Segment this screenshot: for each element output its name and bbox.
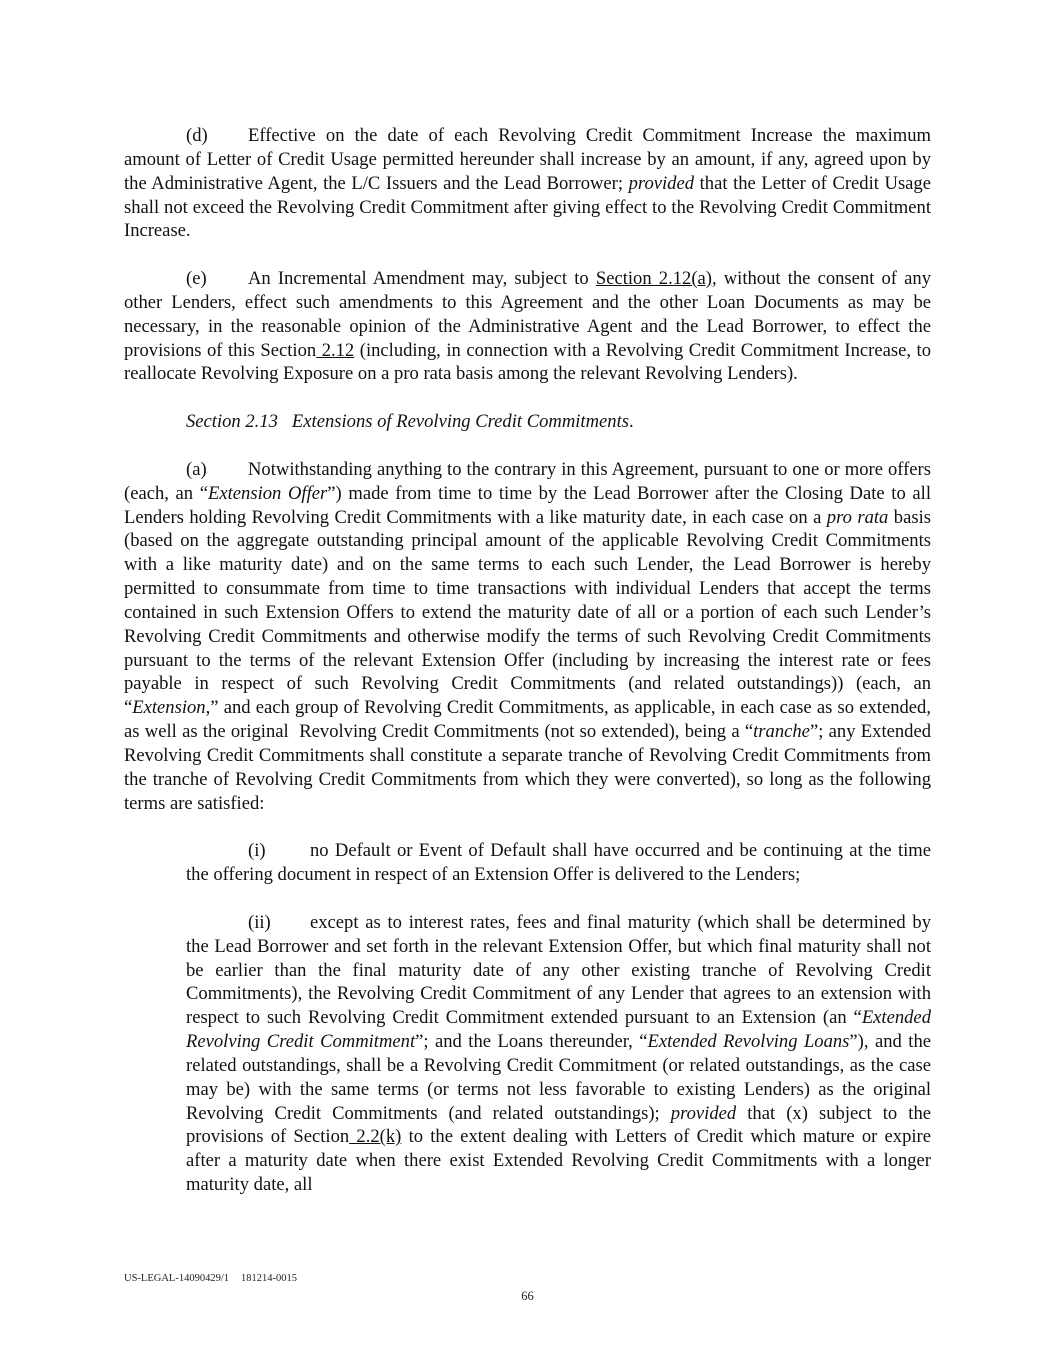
document-footer-id [124,1273,297,1284]
doc-id: US-LEGAL-14090429/1 [124,1273,229,1284]
defined-term: Extended Revolving Loans [647,1031,850,1053]
section-reference-link[interactable]: Section 2.12(a) [595,268,712,290]
paragraph-e: (e) An Incremental Amendment may, subject to Section 2.12(a), without the consent of any other Lenders, effect such amendments to this Agreement and the other Loan Documents as may be necessary, in the reasonable opinion of the Administrative Agent and the Lead Borrower, to effect the provisions of this Section 2.12 (including, in connection with a Revolving Credit Commitment Increase, to reallocate Revolving Exposure on a pro rata basis among the relevant Revolving Lenders). [124,268,931,385]
section-number: Section 2.13 [186,411,278,433]
defined-term: Extended Revolving Credit Commitment [186,1007,931,1053]
matter-id: 181214-0015 [241,1273,297,1284]
paragraph-label: (e) [186,268,207,290]
clause-i: (i) no Default or Event of Default shall have occurred and be continuing at the time the offering document in respect of an Extension Offer is delivered to the Lenders; [186,840,931,886]
section-reference-link[interactable]: 2.12 [316,339,355,361]
clause-ii: (ii) except as to interest rates, fees and final maturity (which shall be determined by the Lead Borrower and set forth in the relevant Extension Offer, but which final maturity shall not be earlier than the final maturity date of any other existing tranche of Revolving Credit Commitments), the Revolving Credit Commitment of any Lender that agrees to an extension with respect to such Revolving Credit Commitment extended pursuant to an Extension (an “Extended Revolving Credit Commitment”; and the Loans thereunder, “Extended Revolving Loans”), and the related outstandings, shall be a Revolving Credit Commitment (or related outstandings, as the case may be) with the same terms (or terms not less favorable to existing Lenders) as the original Revolving Credit Commitments (and related outstandings); provided that (x) subject to the provisions of Section 2.2(k) to the extent dealing with Letters of Credit which mature or expire after a maturity date when there exist Extended Revolving Credit Commitments with a longer maturity date, all [186,911,931,1196]
italic-term: pro rata [826,506,889,528]
clause-label: (i) [248,840,266,862]
defined-term: Extension [132,697,206,719]
clause-label: (ii) [248,911,271,933]
section-heading: Section 2.13 Extensions of Revolving Credit Commitments. [186,411,634,433]
paragraph-label: (d) [186,125,208,146]
defined-term: provided [670,1102,737,1124]
defined-term: tranche [753,721,810,743]
defined-term: provided [628,172,695,194]
paragraph-a: (a) Notwithstanding anything to the contrary in this Agreement, pursuant to one or more offers (each, an “Extension Offer”) made from time to time by the Lead Borrower after the Closing Date to all Lenders holding Revolving Credit Commitments with a like maturity date, in each case on a pro rata basis (based on the aggregate outstanding principal amount of the applicable Revolving Credit Commitments with a like maturity date) and on the same terms to each such Lender, the Lead Borrower is hereby permitted to consummate from time to time transactions with individual Lenders that accept the terms contained in such Extension Offers to extend the maturity date of all or a portion of each such Lender’s Revolving Credit Commitments and otherwise modify the terms of such Revolving Credit Commitments pursuant to the terms of the relevant Extension Offer (including by increasing the interest rate or fees payable in respect of such Revolving Credit Commitments (and related outstandings)) (each, an “Extension,” and each group of Revolving Credit Commitments, as applicable, in each case as so extended, as well as the original Revolving Credit Commitments (not so extended), being a “tranche”; any Extended Revolving Credit Commitments shall constitute a separate tranche of Revolving Credit Commitments from the tranche of Revolving Credit Commitments from which they were converted), so long as the following terms are satisfied: [124,458,932,814]
page-number: 66 [521,1289,534,1303]
paragraph-label: (a) [186,458,207,480]
defined-term: Extension Offer [208,482,328,504]
section-title: Extensions of Revolving Credit Commitments [291,411,629,433]
section-reference-link[interactable]: 2.2(k) [349,1126,402,1148]
document-body [124,124,931,1221]
paragraph-d: (d) Effective on the date of each Revolving Credit Commitment Increase the maximum amount of Letter of Credit Usage permitted hereunder shall increase by an amount, if any, agreed upon by the Administrative Agent, the L/C Issuers and the Lead Borrower; provided that the Letter of Credit Usage shall not exceed the Revolving Credit Commitment after giving effect to the Revolving Credit Commitment Increase. [124,125,931,242]
